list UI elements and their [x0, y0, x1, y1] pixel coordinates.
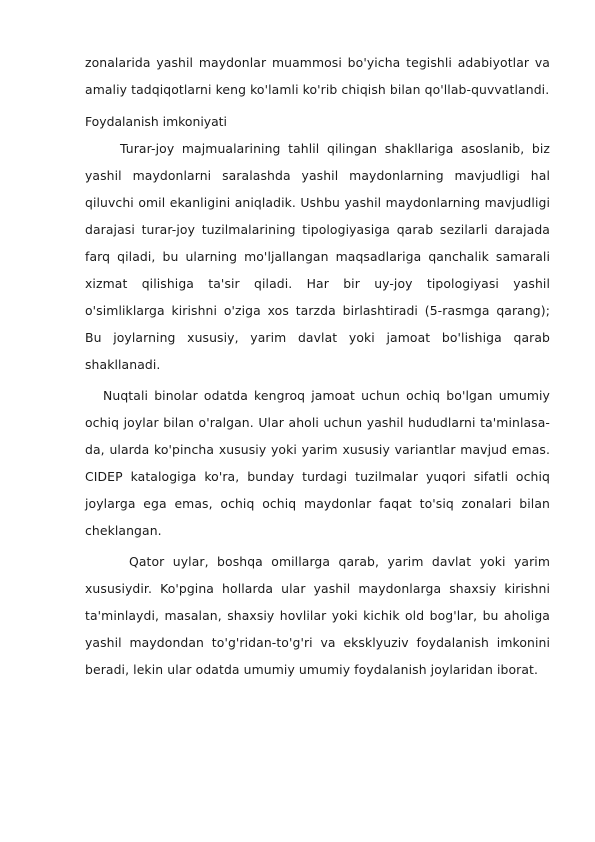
paragraph-availability: Turar-joy majmualarining tahlil qilingan shakllariga asoslanib, biz yashil maydonlarni saralashda yashil maydonlarning mavjudligi hal qiluvchi omil ekanligini aniqladik. Ushbu yashil maydonlarning mavjudligi darajasi turar-joy tuzilmalarining tipologiyasiga qarab sezilarli darajada farq qiladi, bu ularning mo'ljallangan maqsadlariga qanchalik samarali xizmat qilishiga ta'sir qiladi. Har bir uy-joy tipologiyasi yashil o'simliklarga kirishni o'ziga xos tarzda birlashtiradi (5-rasmga qarang); Bu joylarning xususiy, yarim davlat yoki jamoat bo'lishiga qarab shakllanadi.	[85, 141, 550, 372]
document-page	[85, 49, 550, 683]
paragraph-point-buildings: Nuqtali binolar odatda kengroq jamoat uchun ochiq bo'lgan umumiy ochiq joylar bilan o'ralgan. Ular aholi uchun yashil hududlarni ta'minlasa-da, ularda ko'pincha xususiy yoki yarim xususiy variantlar mavjud emas. CIDEP katalogiga ko'ra, bunday turdagi tuzilmalar yuqori sifatli ochiq joylarga ega emas, ochiq ochiq maydonlar faqat to'siq zonalari bilan cheklangan.	[85, 388, 550, 538]
intro-paragraph: zonalarida yashil maydonlar muammosi bo'yicha tegishli adabiyotlar va amaliy tadqiqotlarni keng ko'lamli ko'rib chiqish bilan qo'llab-quvvatlandi.	[85, 55, 550, 97]
paragraph-row-houses: Qator uylar, boshqa omillarga qarab, yarim davlat yoki yarim xususiydir. Ko'pgina hollarda ular yashil maydonlarga shaxsiy kirishni ta'minlaydi, masalan, shaxsiy hovlilar yoki kichik old bog'lar, bu aholiga yashil maydondan to'g'ridan-to'g'ri va eksklyuziv foydalanish imkonini beradi, lekin ular odatda umumiy umumiy foydalanish joylaridan iborat.	[85, 554, 550, 677]
section-heading: Foydalanish imkoniyati	[85, 114, 227, 129]
